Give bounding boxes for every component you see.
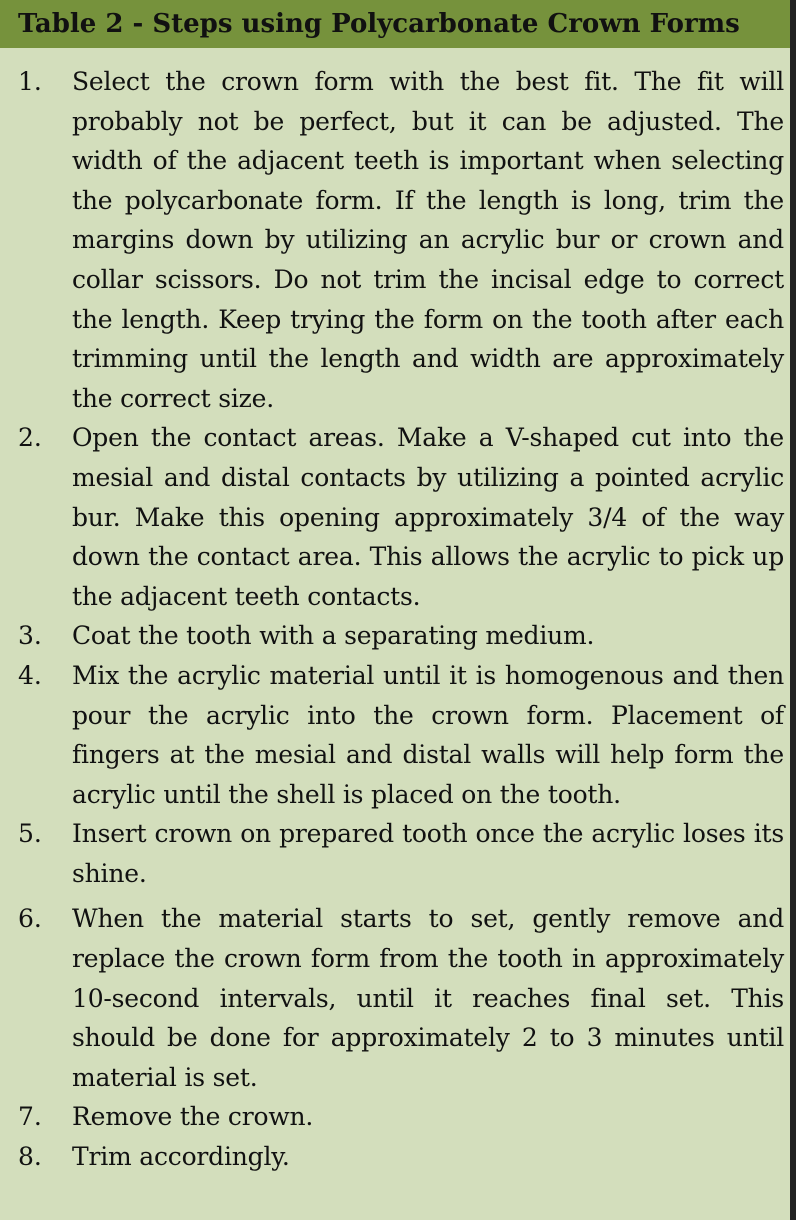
step-text: Coat the tooth with a separating medium. [72, 621, 595, 651]
step-number: 5. [18, 819, 42, 849]
step-text: When the material starts to set, gently remove and replace the crown form from the tooth in approximately 10-second intervals, until it reaches final set. This should be done for approximately 2 to 3 minutes until material is set. [72, 904, 784, 1092]
step-text: Insert crown on prepared tooth once the acrylic loses its shine. [72, 819, 784, 888]
step-number: 3. [18, 621, 42, 651]
step-number: 8. [18, 1142, 42, 1172]
step-text: Trim accordingly. [72, 1142, 290, 1172]
step-8 [0, 1137, 790, 1177]
step-text: Mix the acrylic material until it is homogenous and then pour the acrylic into the crown form. Placement of fingers at the mesial and distal walls will help form the acrylic until the shell is placed on the tooth. [72, 660, 784, 809]
step-number: 4. [18, 660, 42, 690]
step-text: Open the contact areas. Make a V-shaped cut into the mesial and distal contacts by utilizing a pointed acrylic bur. Make this opening approximately 3/4 of the way down the contact area. This allows the acrylic to pick up the adjacent teeth contacts. [72, 423, 784, 611]
step-text: Select the crown form with the best fit. The fit will probably not be perfect, but it can be adjusted. The width of the adjacent teeth is important when selecting the polycarbonate form. If the length is long, trim the margins down by utilizing an acrylic bur or crown and collar scissors. Do not trim the incisal edge to correct the length. Keep trying the form on the tooth after each trimming until the length and width are approximately the correct size. [72, 67, 784, 413]
step-7 [0, 1097, 790, 1137]
step-number: 6. [18, 904, 42, 934]
step-text: Remove the crown. [72, 1102, 314, 1132]
step-number: 2. [18, 423, 42, 453]
step-5 [0, 814, 790, 893]
step-2 [0, 418, 790, 616]
step-4 [0, 656, 790, 814]
step-1 [0, 62, 790, 418]
table-header [0, 0, 790, 48]
table-title: Table 2 - Steps using Polycarbonate Crown Forms [18, 9, 740, 39]
step-6 [0, 899, 790, 1097]
step-number: 7. [18, 1102, 42, 1132]
steps-list [0, 62, 790, 1177]
step-number: 1. [18, 67, 42, 96]
step-3 [0, 616, 790, 656]
